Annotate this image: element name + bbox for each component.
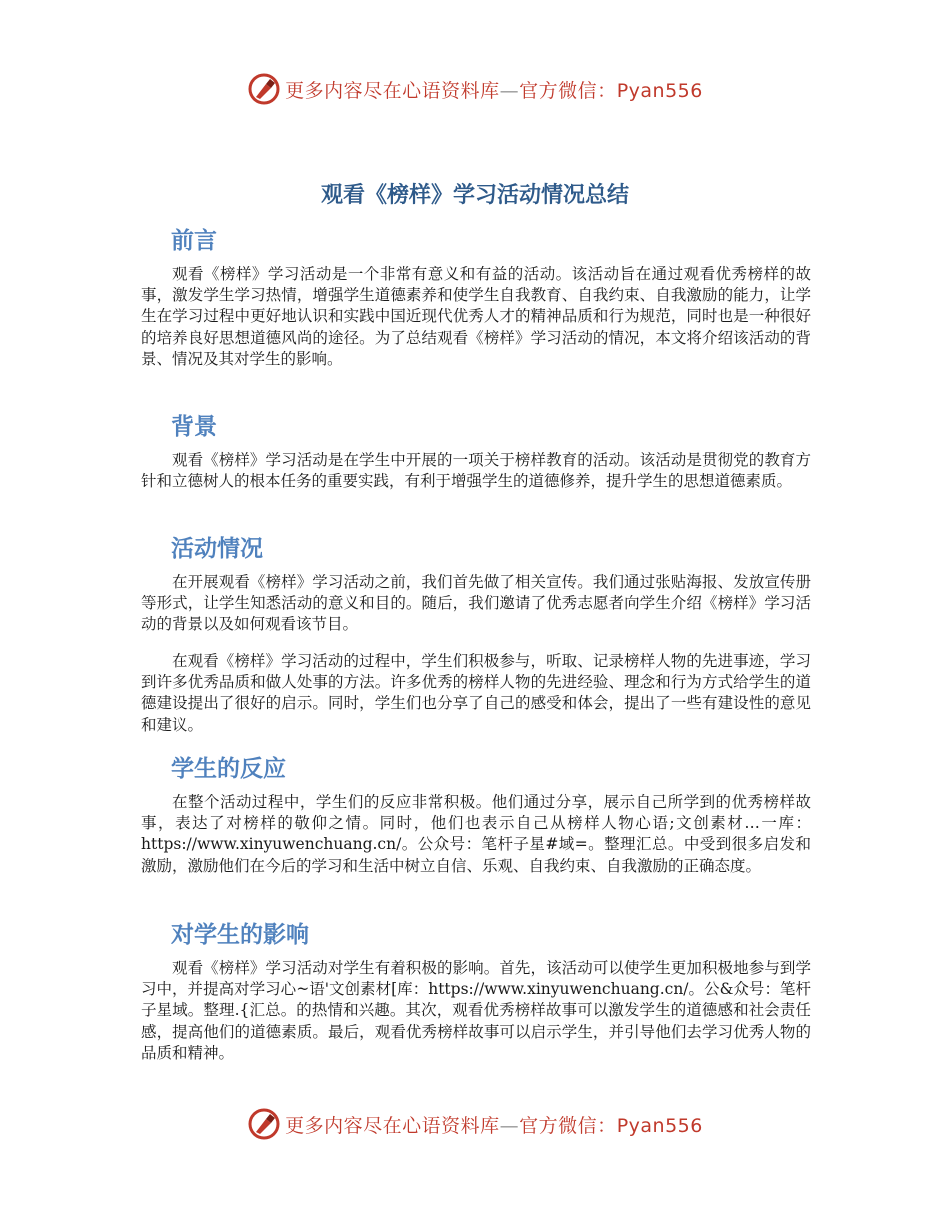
pen-nib-logo-icon — [247, 72, 281, 106]
footer-banner — [0, 1107, 950, 1141]
banner-text: 更多内容尽在心语资料库—官方微信：Pyan556 — [285, 1114, 703, 1137]
header-banner — [0, 72, 950, 106]
paragraph: 在观看《榜样》学习活动的过程中，学生们积极参与，听取、记录榜样人物的先进事迹，学习到许多优秀品质和做人处事的方法。许多优秀的榜样人物的先进经验、理念和行为方式给学生的道德建设提出了很好的启示。同时，学生们也分享了自己的感受和体会，提出了一些有建设性的意见和建议。 — [141, 652, 811, 734]
section-heading-reaction: 学生的反应 — [171, 756, 286, 782]
paragraph: 在整个活动过程中，学生们的反应非常积极。他们通过分享，展示自己所学到的优秀榜样故事，表达了对榜样的敬仰之情。同时，他们也表示自己从榜样人物心语;文创素材…一库：https://www.xinyuwenchuang.cn/。公众号：笔杆子星#域=。整理汇总。中受到很多启发和激励，激励他们在今后的学习和生活中树立自信、乐观、自我约束、自我激励的正确态度。 — [141, 793, 811, 875]
section-heading-activity: 活动情况 — [171, 536, 263, 562]
section-heading-preface: 前言 — [171, 228, 217, 254]
banner-text: 更多内容尽在心语资料库—官方微信：Pyan556 — [285, 79, 703, 102]
document-title: 观看《榜样》学习活动情况总结 — [320, 183, 629, 208]
pen-nib-logo-icon — [247, 1107, 281, 1141]
paragraph: 观看《榜样》学习活动对学生有着积极的影响。首先，该活动可以使学生更加积极地参与到学习中，并提高对学习心~语'文创素材[库：https://www.xinyuwenchuang.cn/。公&众号：笔杆子星域。整理.{汇总。的热情和兴趣。其次，观看优秀榜样故事可以激发学生的道德感和社会责任感，提高他们的道德素质。最后，观看优秀榜样故事可以启示学生，并引导他们去学习优秀人物的品质和精神。 — [141, 959, 811, 1062]
paragraph: 观看《榜样》学习活动是在学生中开展的一项关于榜样教育的活动。该活动是贯彻党的教育方针和立德树人的根本任务的重要实践，有利于增强学生的道德修养，提升学生的思想道德素质。 — [141, 451, 811, 491]
section-heading-impact: 对学生的影响 — [171, 922, 309, 948]
paragraph: 观看《榜样》学习活动是一个非常有意义和有益的活动。该活动旨在通过观看优秀榜样的故事，激发学生学习热情，增强学生道德素养和使学生自我教育、自我约束、自我激励的能力，让学生在学习过程中更好地认识和实践中国近现代优秀人才的精神品质和行为规范，同时也是一种很好的培养良好思想道德风尚的途径。为了总结观看《榜样》学习活动的情况，本文将介绍该活动的背景、情况及其对学生的影响。 — [141, 265, 811, 368]
paragraph: 在开展观看《榜样》学习活动之前，我们首先做了相关宣传。我们通过张贴海报、发放宣传册等形式，让学生知悉活动的意义和目的。随后，我们邀请了优秀志愿者向学生介绍《榜样》学习活动的背景以及如何观看该节目。 — [141, 573, 811, 634]
section-heading-background: 背景 — [171, 414, 217, 440]
